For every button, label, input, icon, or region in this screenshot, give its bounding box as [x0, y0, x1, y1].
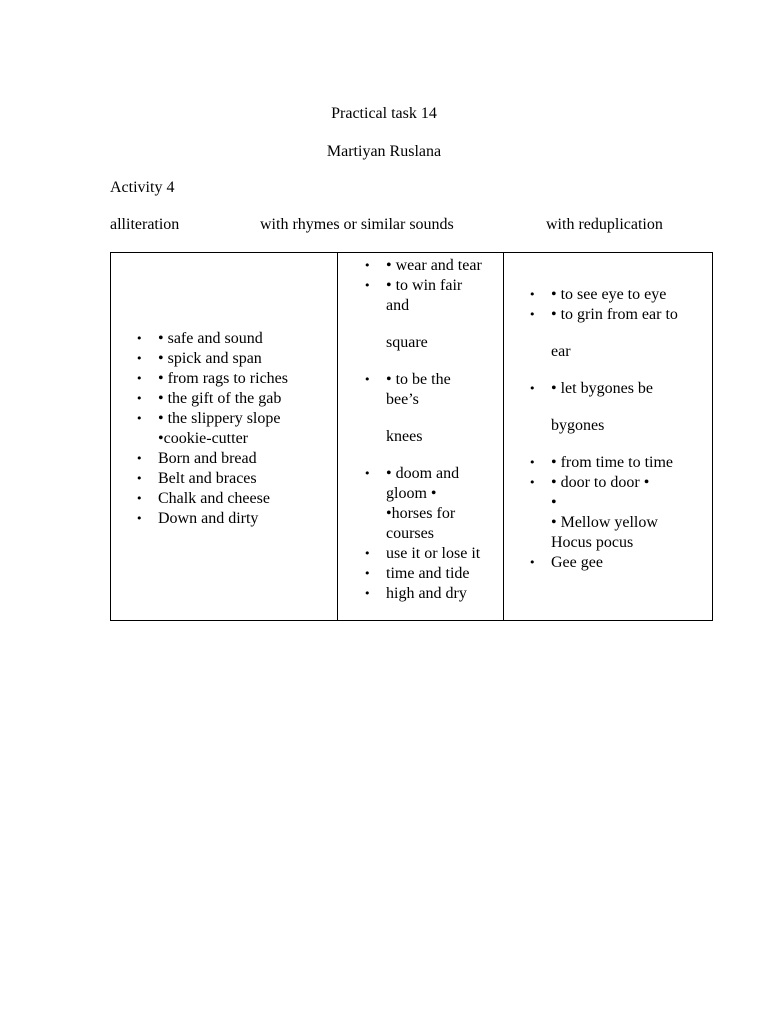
idioms-table	[110, 252, 713, 621]
list-item: • time and tide	[386, 564, 482, 584]
list-item-continuation: bygones	[551, 417, 605, 434]
author-name: Martiyan Ruslana	[326, 143, 442, 160]
activity-heading: Activity 4	[110, 179, 175, 196]
page-title: Practical task 14	[331, 105, 437, 122]
list-item-continuation: and	[386, 297, 410, 314]
column-divider	[503, 253, 504, 620]
column-header-reduplication: with reduplication	[546, 216, 663, 233]
column-header-alliteration: alliteration	[110, 216, 180, 233]
alliteration-list	[158, 329, 288, 529]
list-item: • • to grin from ear to	[551, 305, 678, 325]
list-item-continuation: •horses for	[386, 505, 456, 522]
list-item: • Born and bread	[158, 449, 288, 469]
column-header-rhymes: with rhymes or similar sounds	[260, 216, 454, 233]
list-item-continuation: • Mellow yellow	[551, 514, 658, 531]
list-item: • • wear and tear	[386, 256, 482, 276]
list-item: • • door to door •	[551, 473, 678, 493]
list-item: • • spick and span	[158, 349, 288, 369]
list-item: • • doom and	[386, 464, 482, 484]
rhymes-list	[386, 256, 482, 604]
list-item: • • to win fair	[386, 276, 482, 296]
list-item: • • from time to time	[551, 453, 678, 473]
list-item: • Chalk and cheese	[158, 489, 288, 509]
list-item-continuation: ear	[551, 343, 571, 360]
list-item: • • to be the	[386, 370, 482, 390]
list-item-continuation: courses	[386, 525, 434, 542]
list-item: • Belt and braces	[158, 469, 288, 489]
list-item: •cookie-cutter	[158, 430, 248, 447]
list-item-continuation: Hocus pocus	[551, 534, 634, 551]
list-item-continuation: •	[551, 494, 557, 511]
list-item-continuation: square	[386, 334, 428, 351]
list-item: • • to see eye to eye	[551, 285, 678, 305]
list-item-continuation: knees	[386, 428, 423, 445]
list-item: • • safe and sound	[158, 329, 288, 349]
list-item: • • the slippery slope	[158, 409, 288, 429]
list-item: • high and dry	[386, 584, 482, 604]
list-item-continuation: gloom •	[386, 485, 437, 502]
list-item: • Gee gee	[551, 553, 678, 573]
list-item: • use it or lose it	[386, 544, 482, 564]
list-item: • Down and dirty	[158, 509, 288, 529]
list-item-continuation: bee’s	[386, 391, 419, 408]
list-item: • • let bygones be	[551, 379, 678, 399]
list-item: • • the gift of the gab	[158, 389, 288, 409]
reduplication-list	[551, 285, 678, 573]
list-item: • • from rags to riches	[158, 369, 288, 389]
column-divider	[337, 253, 338, 620]
